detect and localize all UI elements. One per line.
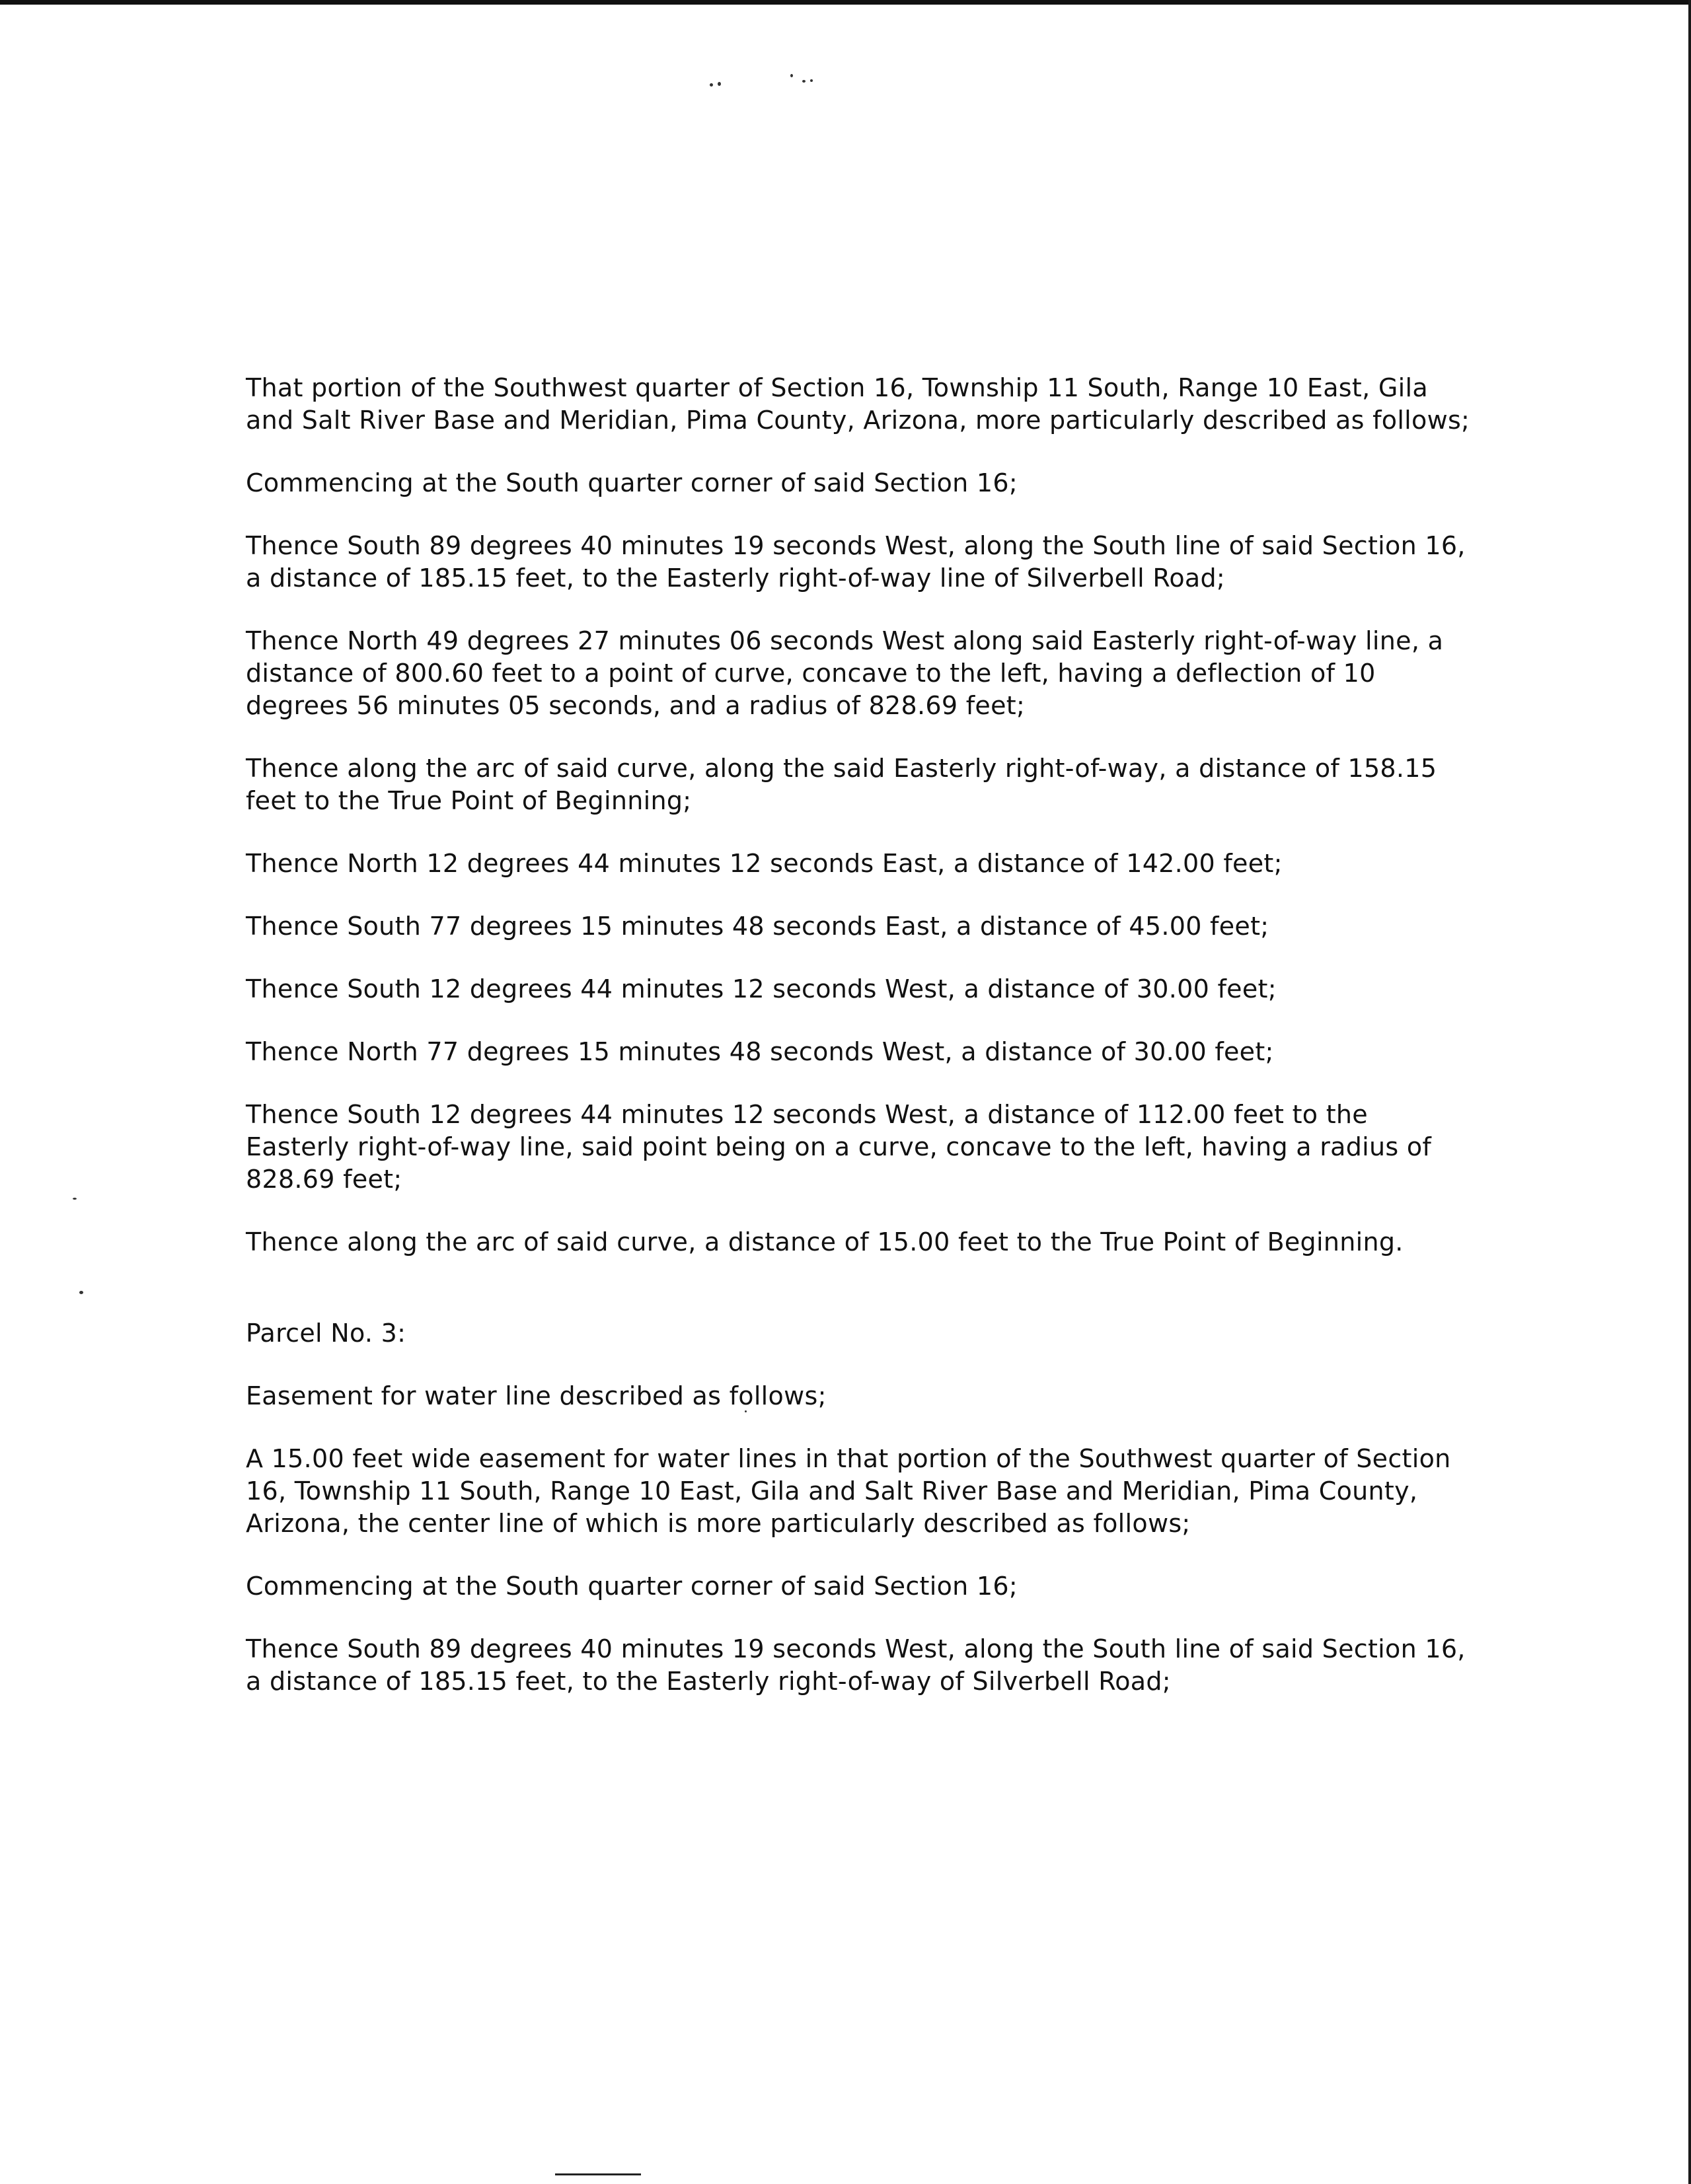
paragraph-course: Thence along the arc of said curve, along the said Easterly right-of-way, a distance of 158.15 feet to the True Point of Beginning; [246,754,1437,815]
scan-bottom-mark [555,2173,641,2175]
paragraph-easement-description: A 15.00 feet wide easement for water lines in that portion of the Southwest quarter of Section 16, Township 11 South, Range 10 East, Gila and Salt River Base and Meridian, Pima County, Arizona, the center line of which is more particularly described as follows; [246,1444,1451,1538]
scan-speck [790,74,793,77]
scan-speck [79,1291,83,1294]
paragraph-parcel-description: That portion of the Southwest quarter of Section 16, Township 11 South, Range 10 East, Gila and Salt River Base and Meridian, Pima County, Arizona, more particularly described as follows; [246,373,1470,435]
scan-speck [73,1198,77,1200]
paragraph-course: Thence South 77 degrees 15 minutes 48 seconds East, a distance of 45.00 feet; [246,912,1269,941]
parcel-heading: Parcel No. 3: [246,1319,406,1348]
paragraph-course: Thence North 12 degrees 44 minutes 12 seconds East, a distance of 142.00 feet; [246,849,1283,878]
paragraph-course: Thence South 12 degrees 44 minutes 12 seconds West, a distance of 30.00 feet; [246,974,1277,1003]
paragraph-commencing: Commencing at the South quarter corner of said Section 16; [246,468,1018,497]
scan-speck [810,79,813,82]
paragraph-easement-title: Easement for water line described as follows; [246,1381,827,1410]
paragraph-course: Thence South 89 degrees 40 minutes 19 seconds West, along the South line of said Section 16, a distance of 185.15 feet, to the Easterly right-of-way of Silverbell Road; [246,1634,1466,1696]
scan-speck [718,82,721,86]
paragraph-course: Thence North 49 degrees 27 minutes 06 seconds West along said Easterly right-of-way line, a distance of 800.60 feet to a point of curve, concave to the left, having a deflection of 10 degrees 56 minutes 05 seconds, and a radius of 828.69 feet; [246,626,1444,720]
paragraph-course: Thence South 12 degrees 44 minutes 12 seconds West, a distance of 112.00 feet to the Easterly right-of-way line, said point being on a curve, concave to the left, having a radius of 828.69 feet; [246,1100,1432,1194]
scan-speck [802,80,806,83]
scan-border-right [1688,0,1691,2184]
paragraph-commencing: Commencing at the South quarter corner of said Section 16; [246,1572,1018,1601]
paragraph-course: Thence along the arc of said curve, a distance of 15.00 feet to the True Point of Beginning. [246,1227,1404,1256]
legal-description-body [246,372,1475,1698]
paragraph-course: Thence North 77 degrees 15 minutes 48 seconds West, a distance of 30.00 feet; [246,1037,1274,1066]
scan-border-top [0,0,1691,5]
scan-speck [710,83,713,87]
paragraph-course: Thence South 89 degrees 40 minutes 19 seconds West, along the South line of said Section 16, a distance of 185.15 feet, to the Easterly right-of-way line of Silverbell Road; [246,531,1466,593]
